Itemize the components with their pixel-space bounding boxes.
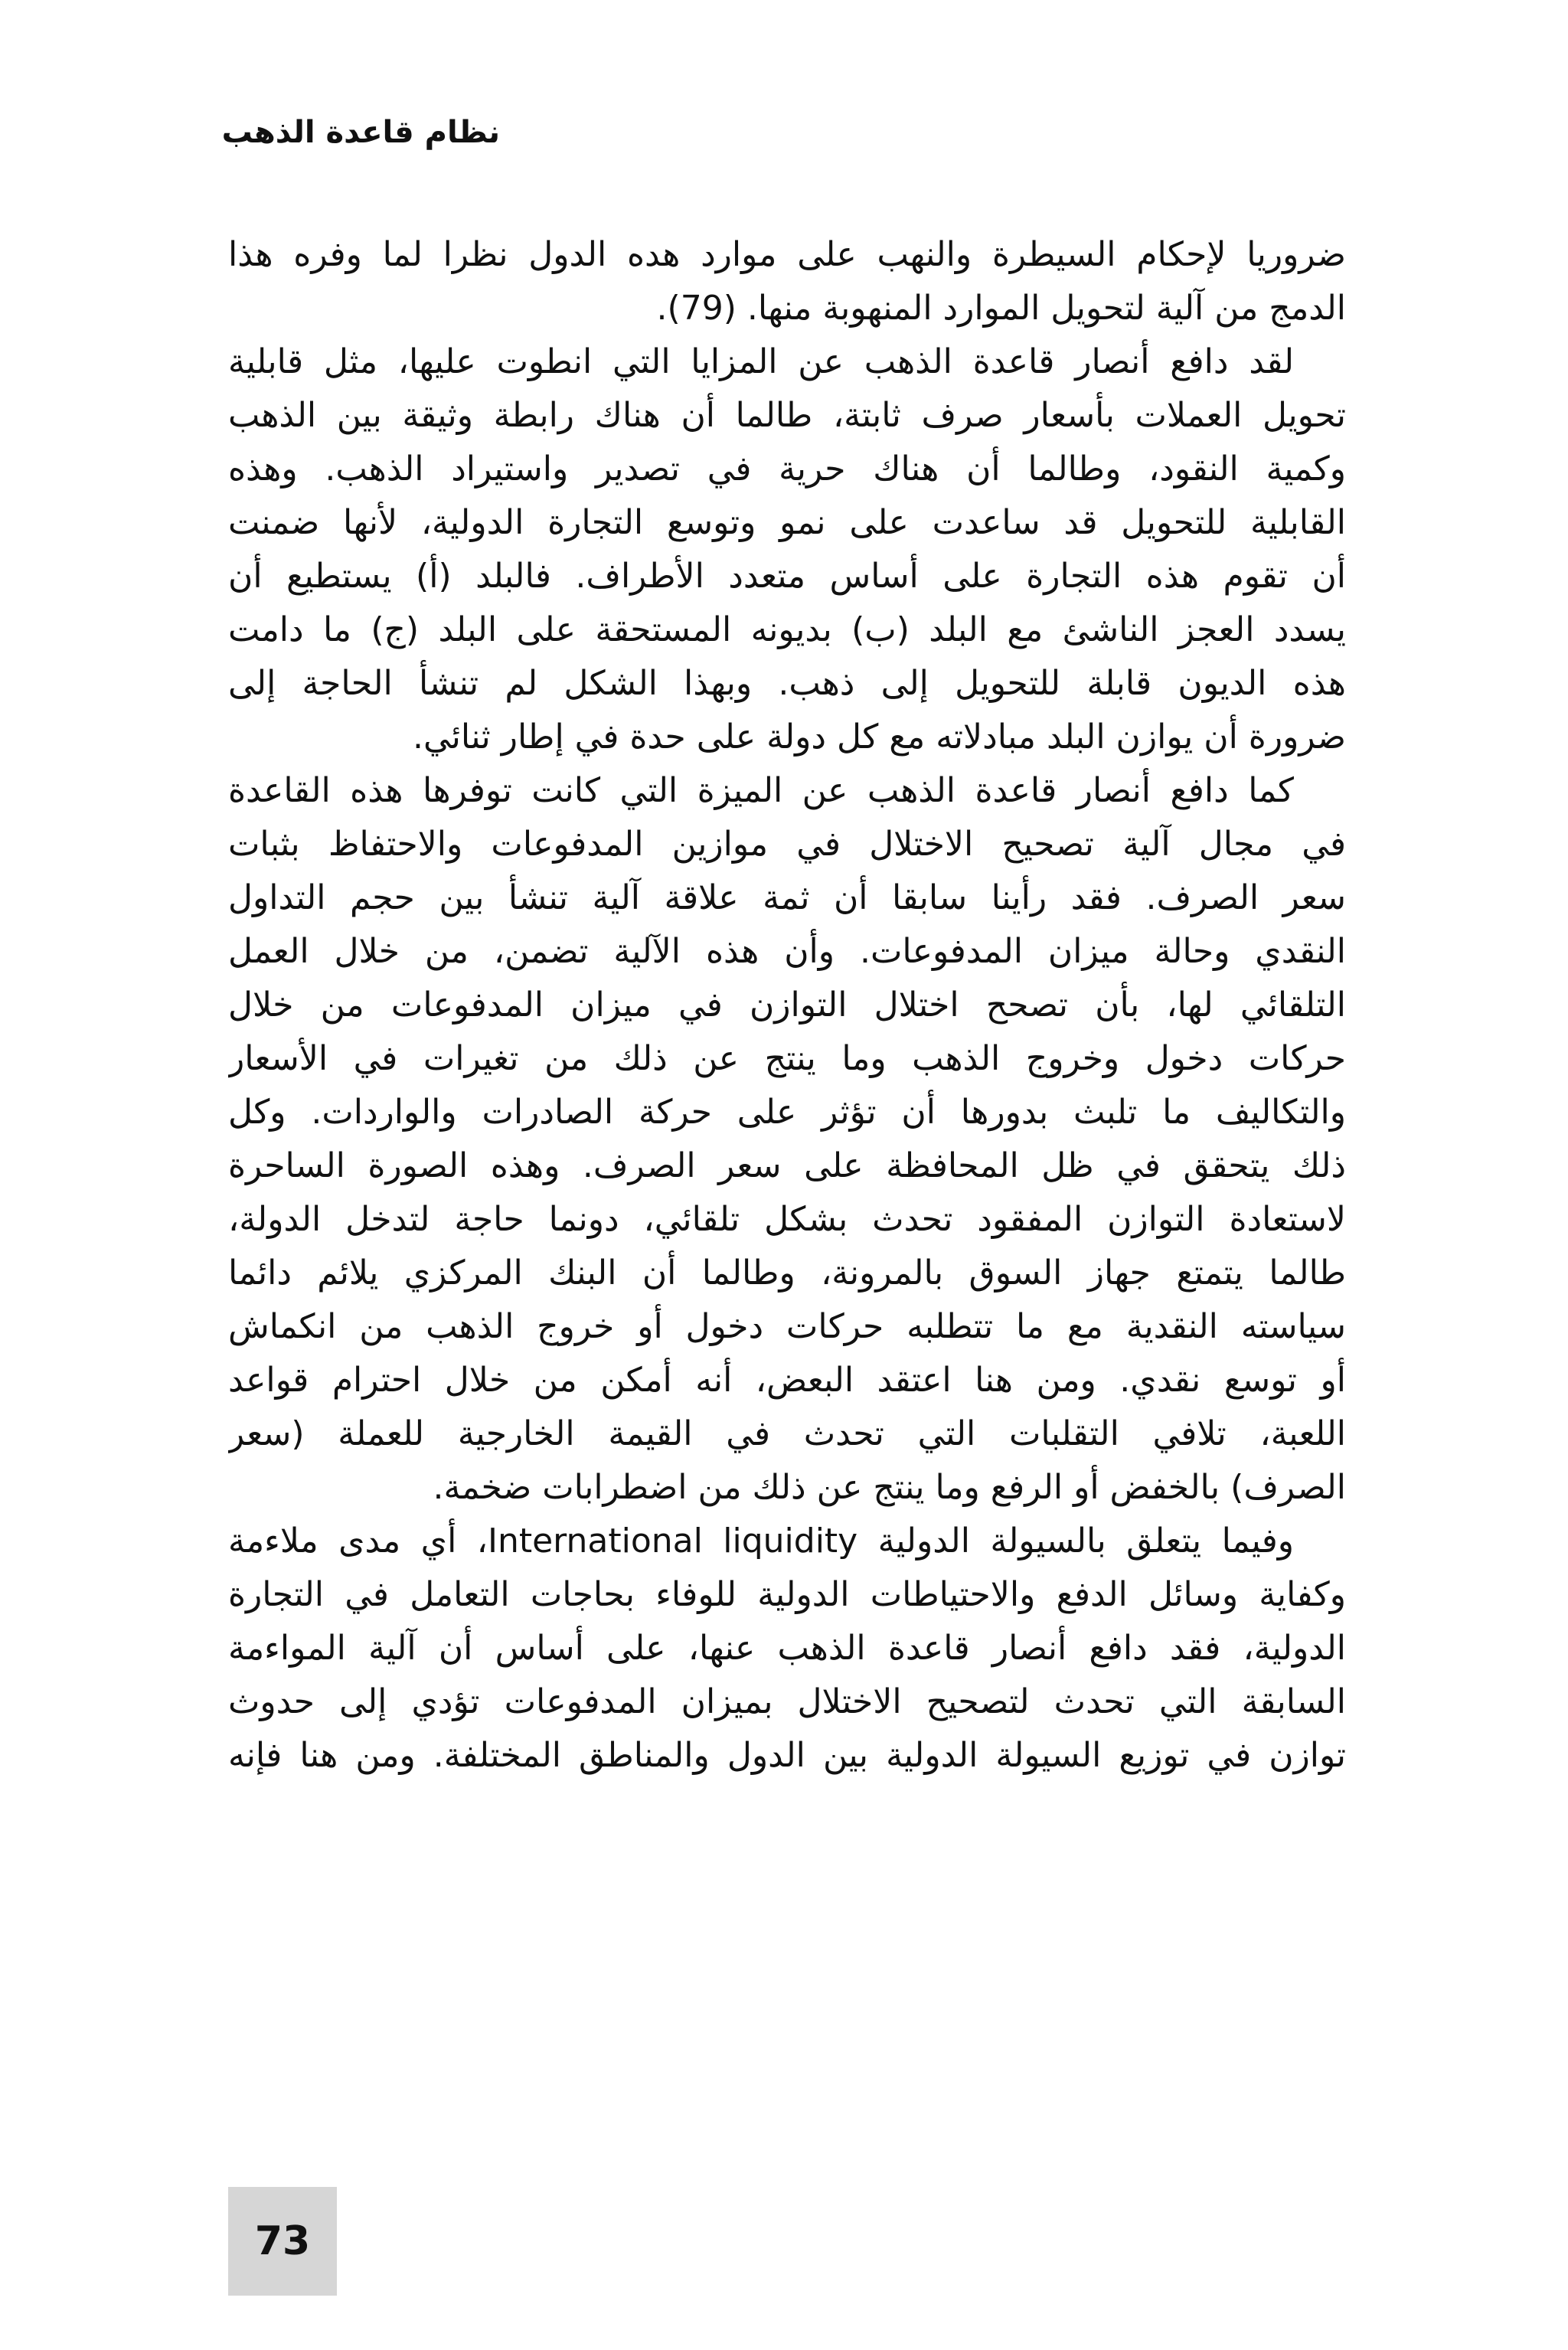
text-line: التلقائي لها، بأن تصحح اختلال التوازن في ميزان المدفوعات من خلال	[228, 985, 1346, 1025]
text-line: الدمج من آلية لتحويل الموارد المنهوبة منها. (79).	[656, 289, 1346, 328]
text-line: سياسته النقدية مع ما تتطلبه حركات دخول أو خروج الذهب من انكماش	[228, 1307, 1346, 1346]
text-line: حركات دخول وخروج الذهب وما ينتج عن ذلك من تغيرات في الأسعار	[228, 1039, 1346, 1078]
page-number: 73	[254, 2218, 311, 2264]
page-number-box	[228, 2187, 337, 2296]
text-line: الصرف) بالخفض أو الرفع وما ينتج عن ذلك من اضطرابات ضخمة.	[433, 1468, 1346, 1507]
text-line: لقد دافع أنصار قاعدة الذهب عن المزايا التي انطوت عليها، مثل قابلية	[228, 342, 1294, 381]
body-text	[228, 228, 1346, 1783]
text-line: يسدد العجز الناشئ مع البلد (ب) بديونه المستحقة على البلد (ج) ما دامت	[228, 610, 1346, 649]
text-line: النقدي وحالة ميزان المدفوعات. وأن هذه الآلية تضمن، من خلال العمل	[228, 932, 1346, 971]
text-line: وكفاية وسائل الدفع والاحتياطات الدولية للوفاء بحاجات التعامل في التجارة	[228, 1575, 1346, 1614]
text-line: وكمية النقود، وطالما أن هناك حرية في تصدير واستيراد الذهب. وهذه	[228, 449, 1346, 489]
text-line: أن تقوم هذه التجارة على أساس متعدد الأطراف. فالبلد (أ) يستطيع أن	[228, 557, 1346, 596]
text-line: ضرورة أن يوازن البلد مبادلاته مع كل دولة على حدة في إطار ثنائي.	[412, 717, 1346, 757]
text-line: ضروريا لإحكام السيطرة والنهب على موارد هده الدول نظرا لما وفره هذا	[228, 235, 1346, 274]
text-line: القابلية للتحويل قد ساعدت على نمو وتوسع التجارة الدولية، لأنها ضمنت	[228, 503, 1346, 542]
text-line: سعر الصرف. فقد رأينا سابقا أن ثمة علاقة آلية تنشأ بين حجم التداول	[228, 878, 1346, 917]
text-line: اللعبة، تلافي التقلبات التي تحدث في القيمة الخارجية للعملة (سعر	[228, 1414, 1346, 1453]
running-header: نظام قاعدة الذهب	[221, 115, 500, 150]
text-line: السابقة التي تحدث لتصحيح الاختلال بميزان المدفوعات تؤدي إلى حدوث	[228, 1682, 1346, 1721]
text-line: في مجال آلية تصحيح الاختلال في موازين المدفوعات والاحتفاظ بثبات	[228, 825, 1346, 864]
text-line: والتكاليف ما تلبث بدورها أن تؤثر على حركة الصادرات والواردات. وكل	[228, 1093, 1346, 1132]
text-line: وفيما يتعلق بالسيولة الدولية International liquidity، أي مدى ملاءمة	[228, 1521, 1294, 1561]
text-line: هذه الديون قابلة للتحويل إلى ذهب. وبهذا الشكل لم تنشأ الحاجة إلى	[228, 664, 1346, 703]
text-line: أو توسع نقدي. ومن هنا اعتقد البعض، أنه أمكن من خلال احترام قواعد	[228, 1361, 1346, 1400]
text-line: ذلك يتحقق في ظل المحافظة على سعر الصرف. وهذه الصورة الساحرة	[228, 1146, 1346, 1185]
text-line: الدولية، فقد دافع أنصار قاعدة الذهب عنها، على أساس أن آلية المواءمة	[228, 1629, 1346, 1668]
text-line: طالما يتمتع جهاز السوق بالمرونة، وطالما أن البنك المركزي يلائم دائما	[228, 1253, 1346, 1293]
text-line: تحويل العملات بأسعار صرف ثابتة، طالما أن هناك رابطة وثيقة بين الذهب	[228, 396, 1346, 435]
text-line: لاستعادة التوازن المفقود تحدث بشكل تلقائي، دونما حاجة لتدخل الدولة،	[228, 1200, 1346, 1239]
text-line: كما دافع أنصار قاعدة الذهب عن الميزة التي كانت توفرها هذه القاعدة	[228, 771, 1294, 810]
text-line: توازن في توزيع السيولة الدولية بين الدول والمناطق المختلفة. ومن هنا فإنه	[228, 1736, 1346, 1775]
